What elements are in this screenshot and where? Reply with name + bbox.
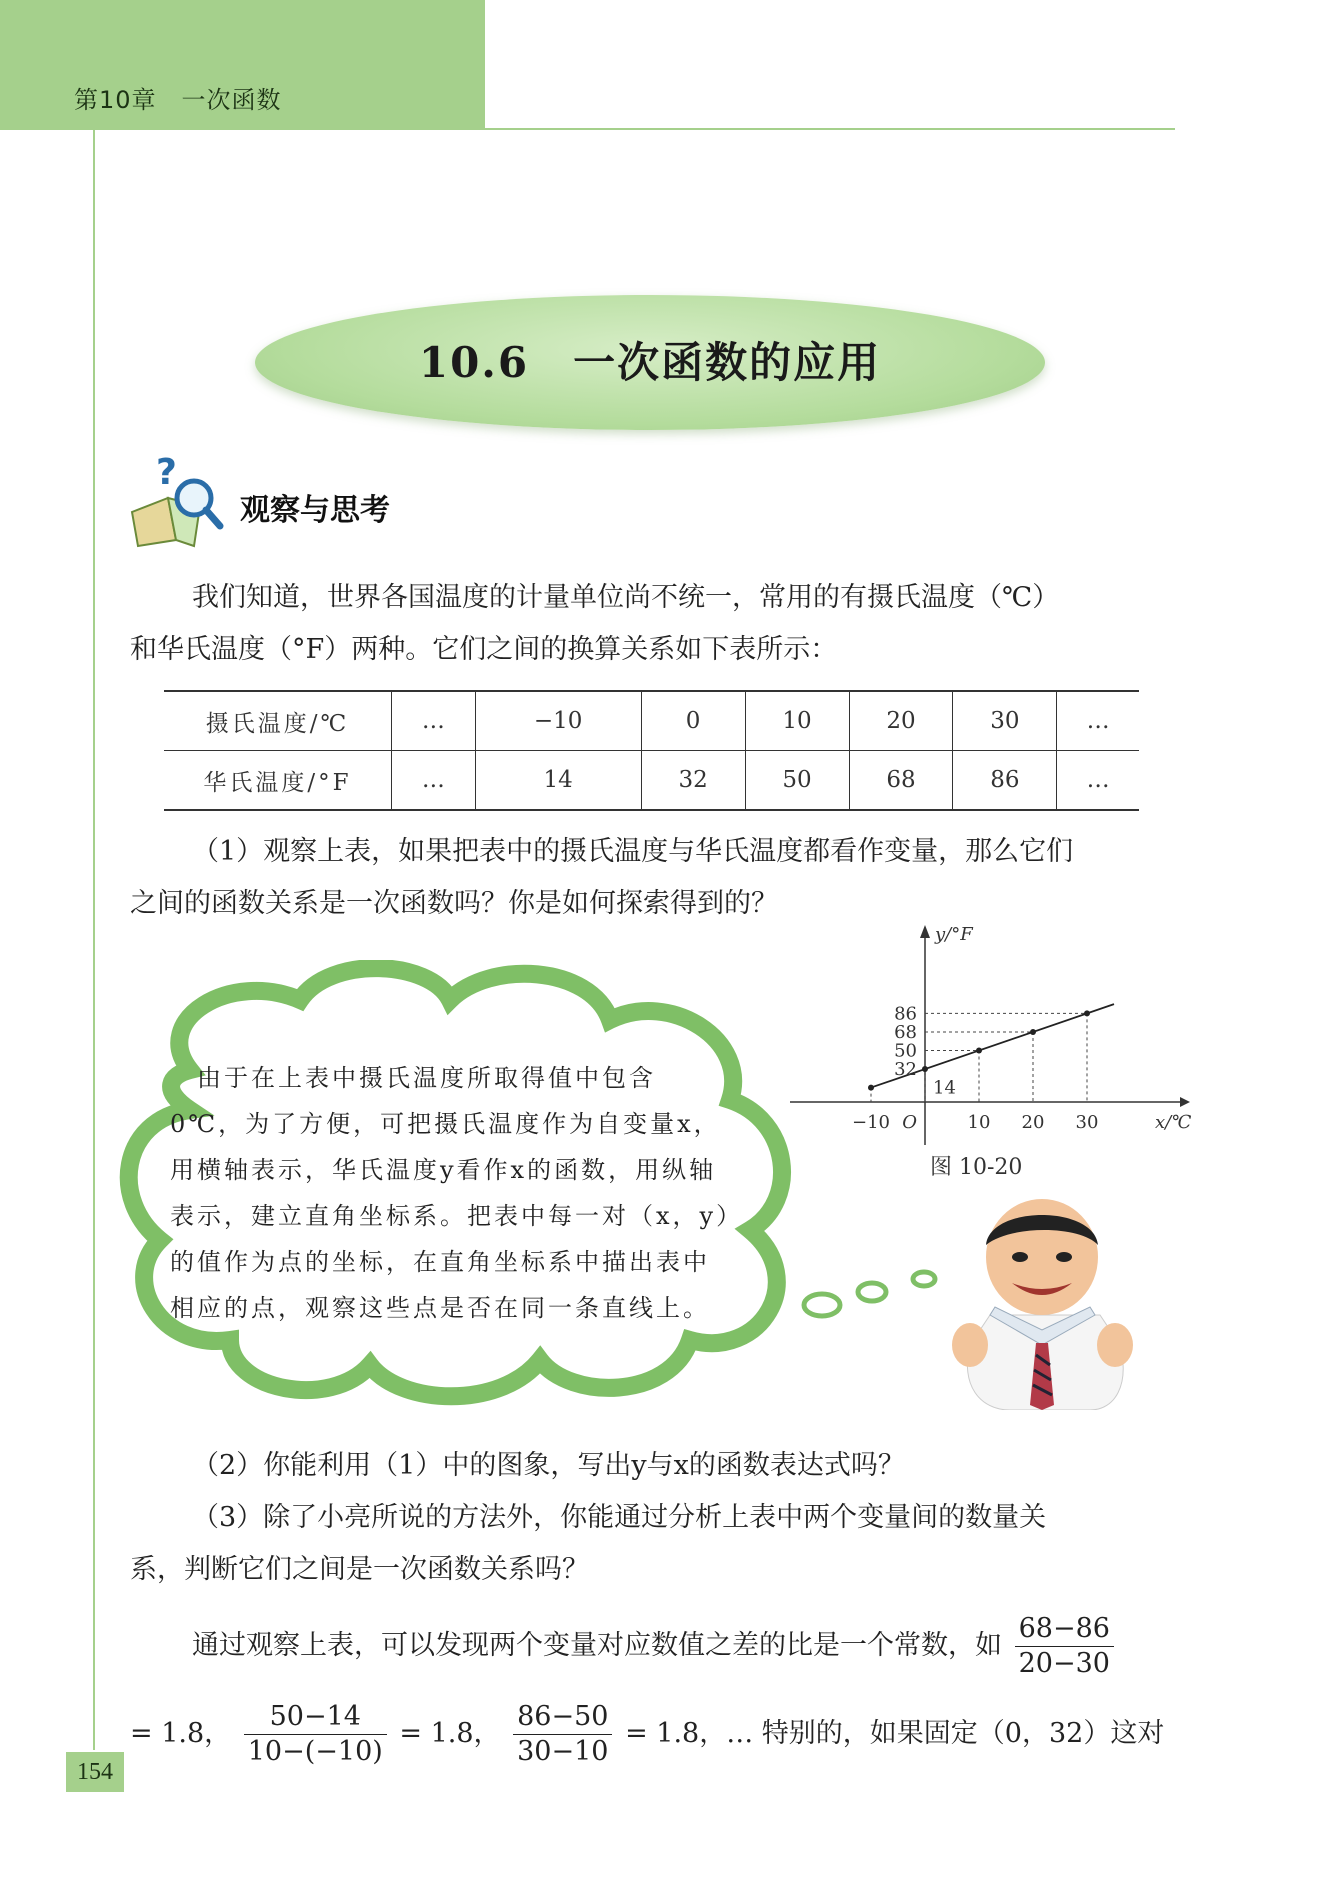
section-heading: 观察与思考 xyxy=(240,493,390,528)
table-cell: 14 xyxy=(475,751,641,811)
table-row-celsius xyxy=(164,691,1139,751)
x-tick-label: 10 xyxy=(967,1112,991,1133)
table-cell: … xyxy=(1057,751,1139,811)
cloud-explanation xyxy=(170,1055,744,1331)
table-cell: 68 xyxy=(849,751,953,811)
fraction-denominator: 20−30 xyxy=(1018,1648,1110,1679)
y-tick-label: 50 xyxy=(894,1040,917,1062)
intro-line-2: 和华氏温度（°F）两种。它们之间的换算关系如下表所示： xyxy=(130,634,838,665)
table-cell: 32 xyxy=(641,751,745,811)
question-1-line-1: （1）观察上表，如果把表中的摄氏温度与华氏温度都看作变量，那么它们 xyxy=(192,836,1074,867)
cloud-line: 的值作为点的坐标，在直角坐标系中描出表中 xyxy=(170,1248,710,1276)
fraction-denominator: 10−(−10) xyxy=(247,1736,383,1767)
conversion-table xyxy=(164,690,1139,811)
x-tick-label: −10 xyxy=(852,1112,890,1133)
fraction-denominator: 30−10 xyxy=(517,1736,609,1767)
table-cell: … xyxy=(392,691,476,751)
cloud-line: 相应的点，观察这些点是否在同一条直线上。 xyxy=(170,1294,710,1322)
equation-text: = 1.8，… 特别的，如果固定（0，32）这对 xyxy=(625,1718,1165,1749)
point-annotation: 14 xyxy=(933,1077,956,1099)
y-axis-arrow xyxy=(920,925,930,938)
section-title: 10.6 一次函数的应用 xyxy=(418,338,882,387)
y-tick-label: 32 xyxy=(894,1059,917,1081)
figure-caption: 图 10-20 xyxy=(930,1155,1023,1180)
table-cell: 10 xyxy=(745,691,849,751)
boy-illustration xyxy=(950,1195,1135,1410)
question-3-line-1: （3）除了小亮所说的方法外，你能通过分析上表中两个变量间的数量关 xyxy=(192,1502,1047,1533)
margin-rule xyxy=(93,130,95,1750)
table-cell: 0 xyxy=(641,691,745,751)
equation-text: = 1.8， xyxy=(130,1718,232,1749)
y-axis-label: y/°F xyxy=(935,924,973,945)
cloud-line: 表示，建立直角坐标系。把表中每一对（x，y） xyxy=(170,1202,744,1230)
x-tick-label: 30 xyxy=(1075,1112,1099,1133)
table-cell: −10 xyxy=(475,691,641,751)
fraction-numerator: 86−50 xyxy=(513,1700,612,1735)
table-cell: 50 xyxy=(745,751,849,811)
fraction-numerator: 68−86 xyxy=(1015,1612,1114,1647)
row-label: 摄氏温度/℃ xyxy=(164,691,392,751)
fraction-2 xyxy=(244,1700,387,1769)
fraction-1 xyxy=(1015,1612,1114,1681)
table-cell: 20 xyxy=(849,691,953,751)
book-magnifier-question-icon xyxy=(128,450,228,550)
origin-label: O xyxy=(902,1112,917,1133)
analysis-line-1 xyxy=(192,1612,1118,1681)
question-2: （2）你能利用（1）中的图象，写出y与x的函数表达式吗？ xyxy=(192,1450,905,1481)
table-cell: 86 xyxy=(953,751,1057,811)
intro-line-1: 我们知道，世界各国温度的计量单位尚不统一，常用的有摄氏温度（℃） xyxy=(192,582,1060,613)
fraction-numerator: 50−14 xyxy=(244,1700,387,1735)
y-tick-label: 68 xyxy=(894,1021,917,1043)
table-cell: 30 xyxy=(953,691,1057,751)
question-3-line-2: 系，判断它们之间是一次函数关系吗？ xyxy=(130,1554,589,1585)
question-1-line-2: 之间的函数关系是一次函数吗？你是如何探索得到的？ xyxy=(130,888,778,919)
thought-bubbles xyxy=(800,1265,950,1325)
table-cell: … xyxy=(392,751,476,811)
equation-text: = 1.8， xyxy=(399,1718,501,1749)
analysis-text: 通过观察上表，可以发现两个变量对应数值之差的比是一个常数，如 xyxy=(192,1630,1002,1661)
chapter-title: 第10章 一次函数 xyxy=(74,86,282,114)
data-point xyxy=(922,1066,928,1072)
data-point xyxy=(976,1048,982,1054)
x-tick-label: 20 xyxy=(1021,1112,1045,1133)
header-rule xyxy=(485,128,1175,130)
x-axis-label: x/℃ xyxy=(1155,1112,1192,1133)
table-cell: … xyxy=(1057,691,1139,751)
analysis-line-2 xyxy=(130,1700,1164,1769)
y-tick-label: 86 xyxy=(894,1003,917,1025)
page-number: 154 xyxy=(66,1752,124,1792)
data-point xyxy=(868,1085,874,1091)
svg-text:?: ? xyxy=(156,452,177,493)
x-axis-arrow xyxy=(1180,1097,1190,1107)
table-row-fahrenheit xyxy=(164,751,1139,811)
fraction-3 xyxy=(513,1700,612,1769)
celsius-fahrenheit-graph xyxy=(780,920,1200,1150)
cloud-line: 0℃，为了方便，可把摄氏温度作为自变量x， xyxy=(170,1110,721,1138)
data-point xyxy=(1030,1029,1036,1035)
data-point xyxy=(1084,1010,1090,1016)
cloud-line: 由于在上表中摄氏温度所取得值中包含 xyxy=(170,1064,656,1092)
row-label: 华氏温度/°F xyxy=(203,769,352,796)
cloud-line: 用横轴表示，华氏温度y看作x的函数，用纵轴 xyxy=(170,1156,717,1184)
